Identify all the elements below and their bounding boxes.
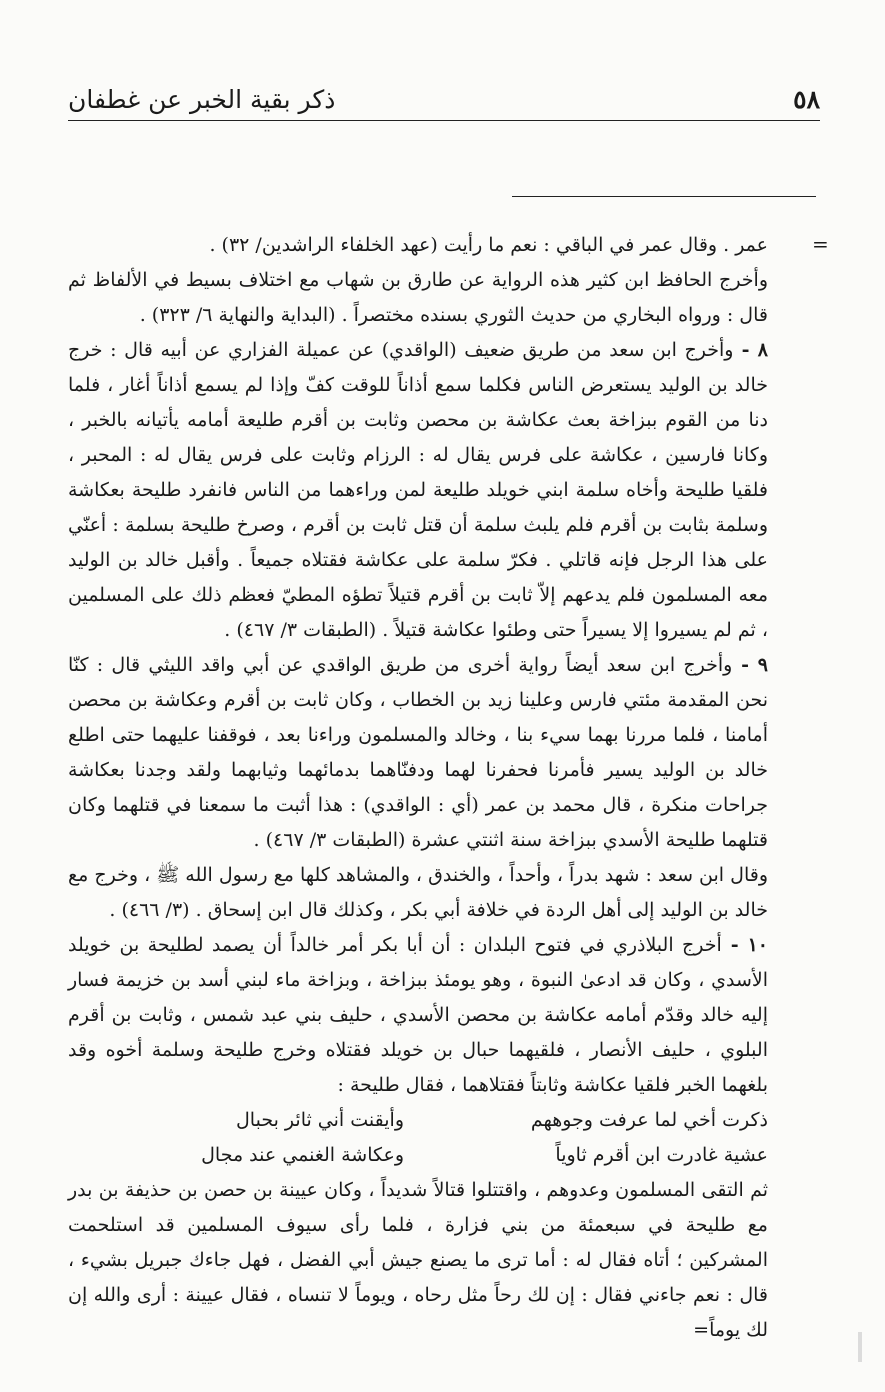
paragraph-text: وأخرج الحافظ ابن كثير هذه الرواية عن طارق بن شهاب مع اختلاف بسيط في الألفاظ ثم قال : ورواه البخاري من حديث الثوري بسنده مختصراً . (البداية والنهاية ٦/ ٣٢٣) . [68, 269, 768, 326]
paragraph [68, 1173, 768, 1348]
page-number: ٥٨ [793, 85, 820, 114]
footnote-body [68, 228, 768, 1348]
poem-verse [68, 1103, 768, 1138]
paragraph-text: وقال ابن سعد : شهد بدراً ، وأحداً ، والخندق ، والمشاهد كلها مع رسول الله ﷺ ، وخرج مع خالد بن الوليد إلى أهل الردة في خلافة أبي بكر ، وكذلك قال ابن إسحاق . (٣/ ٤٦٦) . [68, 864, 768, 921]
paragraph-text: وأخرج ابن سعد من طريق ضعيف (الواقدي) عن عميلة الفزاري عن أبيه قال : خرج خالد بن الوليد يستعرض الناس فكلما سمع أذاناً للوقت كفّ وإذا لم يسمع أذاناً أغار ، فلما دنا من القوم ببزاخة بعث عكاشة بن محصن وثابت بن أقرم طليعة أمامه يأتيانه بالخبر ، وكانا فارسين ، عكاشة على فرس يقال له : الرزام وثابت على فرس يقال له : المحبر ، فلقيا طليحة وأخاه سلمة ابني خويلد طليعة لمن وراءهما من الناس فانفرد طليحة بعكاشة وسلمة بثابت بن أقرم فلم يلبث سلمة أن قتل ثابت بن أقرم ، وصرخ طليحة بسلمة : أعنّي على هذا الرجل فإنه قاتلي . فكرّ سلمة على عكاشة فقتلاه جميعاً . وأقبل خالد بن الوليد معه المسلمون فلم يدعهم إلاّ ثابت بن أقرم قتيلاً تطؤه المطيّ فعظم ذلك على المسلمين ، ثم لم يسيروا إلا يسيراً حتى وطئوا عكاشة قتيلاً . (الطبقات ٣/ ٤٦٧) . [68, 339, 769, 641]
verse-first-hemistich: عشية غادرت ابن أقرم ثاوياً [555, 1144, 768, 1166]
paragraph [68, 263, 768, 333]
verse-second-hemistich: وأيقنت أني ثائر بحبال [236, 1109, 404, 1131]
paragraph-text: أخرج البلاذري في فتوح البلدان : أن أبا بكر أمر خالداً أن يصمد لطليحة بن خويلد الأسدي ، وكان قد ادعىٰ النبوة ، وهو يومئذ ببزاخة ، وبزاخة ماء لبني أسد بن خزيمة فسار إليه خالد وقدّم أمامه عكاشة بن محصن الأسدي ، حليف بني عبد شمس ، وثابت بن أقرم البلوي ، حليف الأنصار ، فلقيهما حبال بن خويلد فقتلاه وخرج طليحة وسلمة أخوه وقد بلغهما الخبر فلقيا عكاشة وثابتاً فقتلاهما ، فقال طليحة : [68, 934, 768, 1096]
paragraph-number: ١٠ [747, 934, 768, 956]
numbered-paragraph: ١٠ - أخرج البلاذري في فتوح البلدان : أن أبا بكر أمر خالداً أن يصمد لطليحة بن خويلد الأسدي ، وكان قد ادعىٰ النبوة ، وهو يومئذ ببزاخة ، وبزاخة ماء لبني أسد بن خزيمة فسار إليه خالد وقدّم أمامه عكاشة بن محصن الأسدي ، حليف بني عبد شمس ، وثابت بن أقرم البلوي ، حليف الأنصار ، فلقيهما حبال بن خويلد فقتلاه وخرج طليحة وسلمة أخوه وقد بلغهما الخبر فلقيا عكاشة وثابتاً فقتلاهما ، فقال طليحة : [68, 934, 768, 1096]
paragraph-text: عمر . وقال عمر في الباقي : نعم ما رأيت (عهد الخلفاء الراشدين/ ٣٢) . [209, 234, 768, 256]
numbered-paragraph: ٨ - وأخرج ابن سعد من طريق ضعيف (الواقدي) عن عميلة الفزاري عن أبيه قال : خرج خالد بن الوليد يستعرض الناس فكلما سمع أذاناً للوقت كفّ وإذا لم يسمع أذاناً أغار ، فلما دنا من القوم ببزاخة بعث عكاشة بن محصن وثابت بن أقرم طليعة أمامه يأتيانه بالخبر ، وكانا فارسين ، عكاشة على فرس يقال له : الرزام وثابت على فرس يقال له : المحبر ، فلقيا طليحة وأخاه سلمة ابني خويلد طليعة لمن وراءهما من الناس فانفرد طليحة بعكاشة وسلمة بثابت بن أقرم فلم يلبث سلمة أن قتل ثابت بن أقرم ، وصرخ طليحة بسلمة : أعنّي على هذا الرجل فإنه قاتلي . فكرّ سلمة على عكاشة فقتلاه جميعاً . وأقبل خالد بن الوليد معه المسلمون فلم يدعهم إلاّ ثابت بن أقرم قتيلاً تطؤه المطيّ فعظم ذلك على المسلمين ، ثم لم يسيروا إلا يسيراً حتى وطئوا عكاشة قتيلاً . (الطبقات ٣/ ٤٦٧) . [68, 339, 769, 641]
footnote-separator-rule [512, 196, 816, 197]
paragraph-number: ٨ [757, 339, 768, 361]
header-rule [68, 120, 820, 121]
poem-verse [68, 1138, 768, 1173]
paragraph-text: ثم التقى المسلمون وعدوهم ، واقتتلوا قتالاً شديداً ، وكان عيينة بن حصن بن حذيفة بن بدر مع طليحة في سبعمئة من بني فزارة ، فلما رأى سيوف المسلمين قد استلحمت المشركين ؛ أتاه فقال له : أما ترى ما يصنع جيش أبي الفضل ، فهل جاءك جبريل بشيء ، قال : نعم جاءني فقال : إن لك رحاً مثل رحاه ، ويوماً لا تنساه ، فقال عيينة : أرى والله إن لك يوماً= [68, 1179, 768, 1341]
continuation-mark: = [812, 232, 829, 256]
running-title: ذكر بقية الخبر عن غطفان [68, 85, 336, 114]
paragraph [68, 228, 768, 263]
page-header [68, 78, 820, 114]
paragraph-number: ٩ [757, 654, 768, 676]
paragraph [68, 858, 768, 928]
scan-artifact [858, 1332, 862, 1362]
verse-first-hemistich: ذكرت أخي لما عرفت وجوههم [530, 1109, 768, 1131]
verse-second-hemistich: وعكاشة الغنمي عند مجال [201, 1144, 404, 1166]
paragraph-text: وأخرج ابن سعد أيضاً رواية أخرى من طريق الواقدي عن أبي واقد الليثي قال : كنّا نحن المقدمة مئتي فارس وعلينا زيد بن الخطاب ، وكان ثابت بن أقرم وعكاشة بن محصن أمامنا ، فلما مررنا بهما سيء بنا ، وخالد والمسلمون وراءنا بعد ، فوقفنا عليهما حتى اطلع خالد بن الوليد يسير فأمرنا فحفرنا لهما ودفنّاهما بدمائهما وثيابهما ولقد وجدنا بعكاشة جراحات منكرة ، قال محمد بن عمر (أي : الواقدي) : هذا أثبت ما سمعنا في قتلهما وكان قتلهما طليحة الأسدي ببزاخة سنة اثنتي عشرة (الطبقات ٣/ ٤٦٧) . [68, 654, 768, 851]
numbered-paragraph: ٩ - وأخرج ابن سعد أيضاً رواية أخرى من طريق الواقدي عن أبي واقد الليثي قال : كنّا نحن المقدمة مئتي فارس وعلينا زيد بن الخطاب ، وكان ثابت بن أقرم وعكاشة بن محصن أمامنا ، فلما مررنا بهما سيء بنا ، وخالد والمسلمون وراءنا بعد ، فوقفنا عليهما حتى اطلع خالد بن الوليد يسير فأمرنا فحفرنا لهما ودفنّاهما بدمائهما وثيابهما ولقد وجدنا بعكاشة جراحات منكرة ، قال محمد بن عمر (أي : الواقدي) : هذا أثبت ما سمعنا في قتلهما وكان قتلهما طليحة الأسدي ببزاخة سنة اثنتي عشرة (الطبقات ٣/ ٤٦٧) . [68, 654, 768, 851]
